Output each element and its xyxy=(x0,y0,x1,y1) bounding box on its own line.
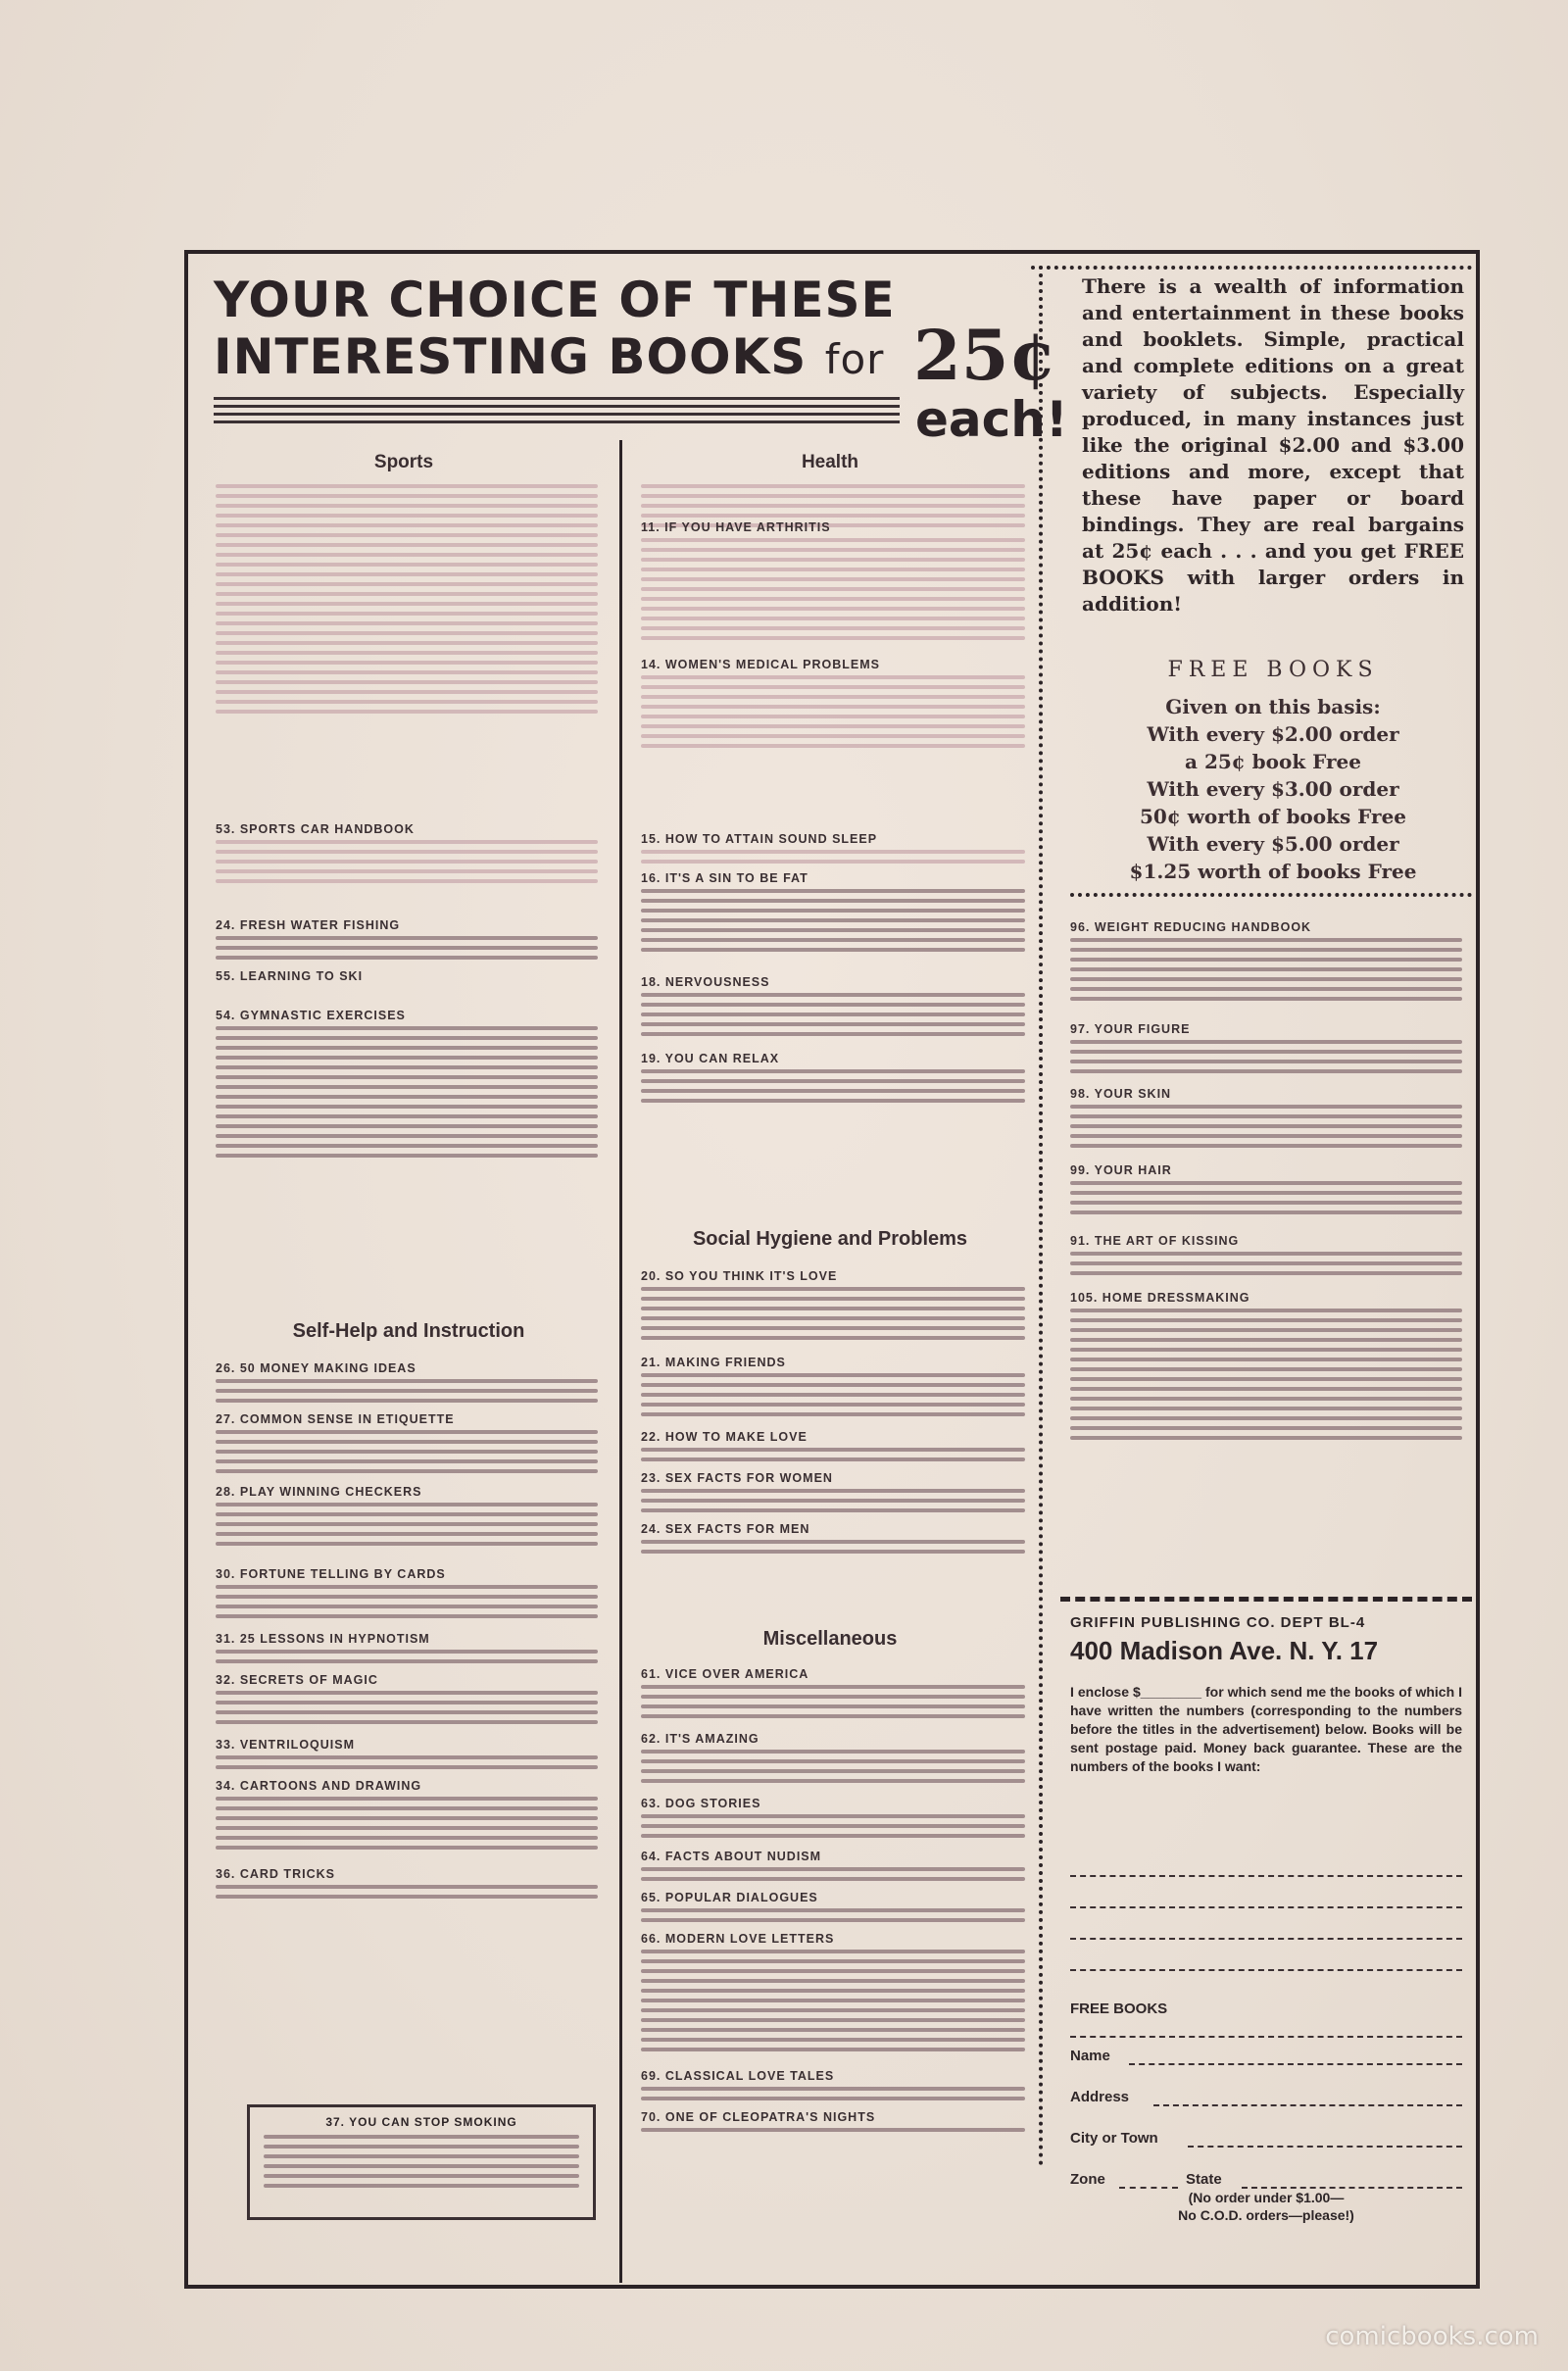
price-each: each! xyxy=(915,391,1068,448)
list-item: 21. MAKING FRIENDS xyxy=(641,1356,786,1369)
section-miscellaneous: Miscellaneous xyxy=(762,1628,898,1650)
right-blurred-text xyxy=(1070,938,1462,1007)
list-item: 26. 50 MONEY MAKING IDEAS xyxy=(216,1361,416,1375)
headline-line2: INTERESTING BOOKS xyxy=(214,328,808,385)
section-self-help: Self-Help and Instruction xyxy=(292,1320,525,1342)
list-item: 28. PLAY WINNING CHECKERS xyxy=(216,1485,422,1499)
company-name: GRIFFIN PUBLISHING CO. DEPT BL-4 xyxy=(1070,1614,1366,1631)
misc-blurred-text xyxy=(641,1867,1025,1887)
sports-blurred-text xyxy=(216,936,598,965)
free-books-basis: Given on this basis: xyxy=(1165,695,1381,718)
free-books-line: With every $2.00 order xyxy=(1147,722,1399,746)
list-item: 54. GYMNASTIC EXERCISES xyxy=(216,1009,406,1022)
health-blurred-text xyxy=(641,889,1025,958)
section-sports: Sports xyxy=(373,452,434,472)
intro-text: There is a wealth of information and entertainment in these books and booklets. Simple, practical and complete editions on a great variety of subjects. Especially produced, in many instances just like the original $2.00 and $3.00 editions and more, except that these have paper or board bindings. They are real bargains at 25¢ each . . . and you get FREE BOOKS with larger orders in addition! xyxy=(1082,274,1464,616)
list-item: 61. VICE OVER AMERICA xyxy=(641,1667,809,1681)
list-item: 70. ONE OF CLEOPATRA'S NIGHTS xyxy=(641,2110,876,2124)
list-item: 66. MODERN LOVE LETTERS xyxy=(641,1932,835,1946)
headline-rules xyxy=(214,397,900,428)
list-item: 20. SO YOU THINK IT'S LOVE xyxy=(641,1269,838,1283)
misc-blurred-text xyxy=(641,1814,1025,1844)
book-numbers-line[interactable] xyxy=(1070,1938,1462,1940)
list-item: 98. YOUR SKIN xyxy=(1070,1087,1172,1101)
section-social-hygiene: Social Hygiene and Problems xyxy=(692,1228,968,1250)
health-blurred-text xyxy=(641,538,1025,646)
list-item: 19. YOU CAN RELAX xyxy=(641,1052,780,1065)
list-item: 91. THE ART OF KISSING xyxy=(1070,1234,1240,1248)
address-label: Address xyxy=(1070,2089,1130,2105)
zone-label: Zone xyxy=(1070,2171,1105,2188)
state-label: State xyxy=(1186,2171,1222,2188)
misc-blurred-text xyxy=(641,1750,1025,1789)
list-item: 24. FRESH WATER FISHING xyxy=(216,918,401,932)
list-item: 24. SEX FACTS FOR MEN xyxy=(641,1522,810,1536)
free-books-dotted-rule xyxy=(1070,893,1472,897)
social-blurred-text xyxy=(641,1448,1025,1467)
free-books-line: $1.25 worth of books Free xyxy=(1129,860,1417,883)
city-field[interactable] xyxy=(1188,2146,1462,2148)
list-item: 105. HOME DRESSMAKING xyxy=(1070,1291,1250,1305)
list-item: 64. FACTS ABOUT NUDISM xyxy=(641,1850,822,1863)
name-field[interactable] xyxy=(1129,2063,1462,2065)
sports-blurred-text xyxy=(216,840,598,889)
health-blurred-text xyxy=(641,675,1025,754)
misc-blurred-text xyxy=(641,2128,1025,2138)
list-item: 34. CARTOONS AND DRAWING xyxy=(216,1779,422,1793)
list-item: 30. FORTUNE TELLING BY CARDS xyxy=(216,1567,446,1581)
right-blurred-text xyxy=(1070,1309,1462,1446)
list-item: 99. YOUR HAIR xyxy=(1070,1163,1172,1177)
free-books-label: FREE BOOKS xyxy=(1070,2001,1168,2017)
right-blurred-text xyxy=(1070,1040,1462,1079)
list-item: 97. YOUR FIGURE xyxy=(1070,1022,1191,1036)
list-item: 36. CARD TRICKS xyxy=(216,1867,335,1881)
free-books-line: With every $5.00 order xyxy=(1147,832,1399,856)
free-books-line: a 25¢ book Free xyxy=(1185,750,1361,773)
self-help-blurred-text xyxy=(216,1797,598,1855)
list-item: 69. CLASSICAL LOVE TALES xyxy=(641,2069,835,2083)
no-order-note: (No order under $1.00— No C.O.D. orders—please!) xyxy=(1178,2190,1354,2223)
section-health: Health xyxy=(801,452,859,472)
self-help-blurred-text xyxy=(216,1430,598,1479)
misc-blurred-text xyxy=(641,1950,1025,2057)
free-books-line[interactable] xyxy=(1070,2036,1462,2038)
watermark: comicbooks.com xyxy=(1325,2322,1539,2351)
free-books-line: With every $3.00 order xyxy=(1147,777,1399,801)
self-help-blurred-text xyxy=(216,1885,598,1904)
price: 25¢ xyxy=(913,315,1057,396)
list-item: 96. WEIGHT REDUCING HANDBOOK xyxy=(1070,920,1312,934)
self-help-blurred-text xyxy=(216,1650,598,1669)
social-blurred-text xyxy=(641,1489,1025,1518)
book-numbers-line[interactable] xyxy=(1070,1969,1462,1971)
list-item: 14. WOMEN'S MEDICAL PROBLEMS xyxy=(641,658,880,671)
list-item: 22. HOW TO MAKE LOVE xyxy=(641,1430,808,1444)
self-help-blurred-text xyxy=(216,1379,598,1408)
book-numbers-line[interactable] xyxy=(1070,1875,1462,1877)
list-item: 11. IF YOU HAVE ARTHRITIS xyxy=(641,520,831,534)
health-blurred-text xyxy=(641,850,1025,869)
list-item: 63. DOG STORIES xyxy=(641,1797,761,1810)
misc-blurred-text xyxy=(641,1908,1025,1928)
health-blurred-text xyxy=(641,993,1025,1042)
city-label: City or Town xyxy=(1070,2130,1158,2147)
stop-smoking-box: 37. YOU CAN STOP SMOKING xyxy=(247,2104,596,2220)
self-help-blurred-text xyxy=(216,1755,598,1775)
headline-line1: YOUR CHOICE OF THESE xyxy=(214,272,896,328)
social-blurred-text xyxy=(641,1373,1025,1422)
company-address: 400 Madison Ave. N. Y. 17 xyxy=(1070,1636,1379,1665)
name-label: Name xyxy=(1070,2048,1110,2064)
right-blurred-text xyxy=(1070,1105,1462,1154)
headline-for: for xyxy=(824,335,885,383)
right-column-divider xyxy=(1039,266,1043,2167)
self-help-blurred-text xyxy=(216,1503,598,1552)
top-dotted-rule xyxy=(1031,266,1472,270)
address-field[interactable] xyxy=(1153,2104,1462,2106)
list-item: 15. HOW TO ATTAIN SOUND SLEEP xyxy=(641,832,878,846)
coupon-dashed-rule xyxy=(1060,1597,1472,1602)
misc-blurred-text xyxy=(641,1685,1025,1724)
right-blurred-text xyxy=(1070,1252,1462,1281)
list-item: 23. SEX FACTS FOR WOMEN xyxy=(641,1471,833,1485)
list-item: 33. VENTRILOQUISM xyxy=(216,1738,356,1752)
misc-blurred-text xyxy=(641,2087,1025,2106)
social-blurred-text xyxy=(641,1287,1025,1346)
list-item: 65. POPULAR DIALOGUES xyxy=(641,1891,818,1904)
book-numbers-line[interactable] xyxy=(1070,1906,1462,1908)
advertisement xyxy=(184,250,1480,2289)
list-item: 53. SPORTS CAR HANDBOOK xyxy=(216,822,415,836)
social-blurred-text xyxy=(641,1540,1025,1559)
self-help-blurred-text xyxy=(216,1691,598,1730)
list-item: 55. LEARNING TO SKI xyxy=(216,969,364,983)
self-help-blurred-text xyxy=(216,1585,598,1624)
middle-column-divider xyxy=(619,440,622,2283)
free-books-line: 50¢ worth of books Free xyxy=(1139,805,1407,828)
health-blurred-text xyxy=(641,1069,1025,1109)
list-item: 32. SECRETS OF MAGIC xyxy=(216,1673,378,1687)
sports-blurred-text xyxy=(216,1026,598,1163)
sports-blurred-text xyxy=(216,484,598,719)
right-blurred-text xyxy=(1070,1181,1462,1220)
list-item: 62. IT'S AMAZING xyxy=(641,1732,760,1746)
list-item: 18. NERVOUSNESS xyxy=(641,975,770,989)
free-books-title: FREE BOOKS xyxy=(1167,658,1379,682)
list-item: 31. 25 LESSONS IN HYPNOTISM xyxy=(216,1632,430,1646)
list-item: 27. COMMON SENSE IN ETIQUETTE xyxy=(216,1412,455,1426)
order-instructions: I enclose $________ for which send me the books of which I have written the numbers (corresponding to the numbers before the titles in the advertisement) below. Books will be sent postage paid. Money back guarantee. These are the numbers of the books I want: xyxy=(1070,1684,1462,1774)
list-item: 16. IT'S A SIN TO BE FAT xyxy=(641,871,808,885)
